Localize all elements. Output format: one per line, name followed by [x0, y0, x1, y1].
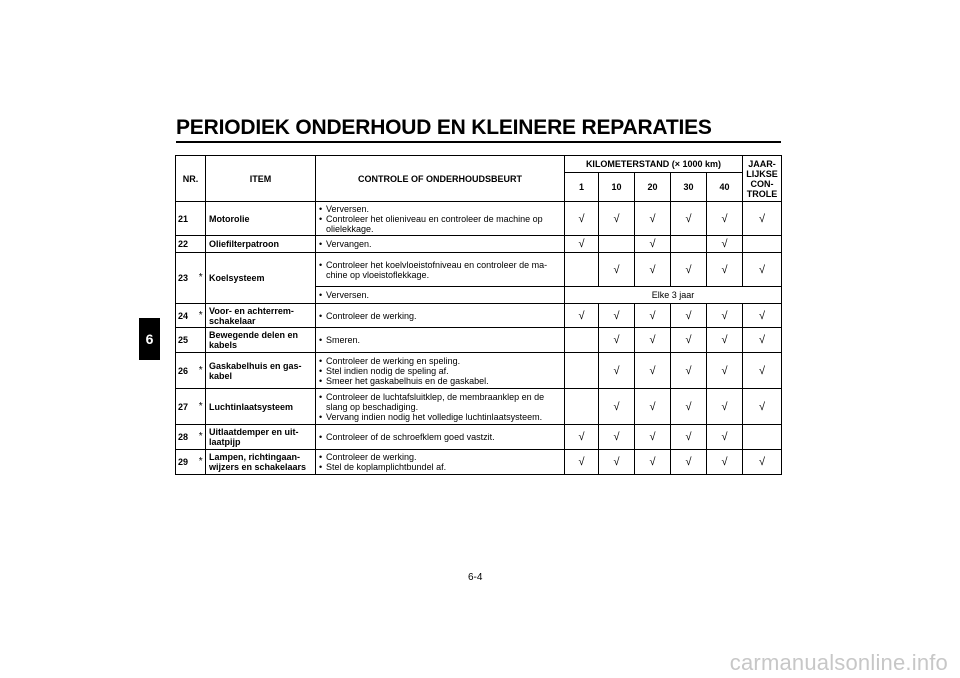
- header-km-20: 20: [635, 173, 671, 202]
- empty-cell: [743, 425, 782, 450]
- header-check: CONTROLE OF ONDERHOUDSBEURT: [316, 156, 565, 202]
- check-mark: √: [635, 450, 671, 475]
- header-annual: JAAR-LIJKSE CON-TROLE: [743, 156, 782, 202]
- check-mark: √: [635, 389, 671, 425]
- row-star: *: [197, 450, 206, 475]
- description-line: • Verversen.: [319, 290, 561, 300]
- check-mark: √: [599, 425, 635, 450]
- check-mark: √: [743, 450, 782, 475]
- row-number: 23: [176, 253, 197, 304]
- description-line: • Verversen.: [319, 204, 561, 214]
- check-mark: √: [599, 389, 635, 425]
- header-km-40: 40: [707, 173, 743, 202]
- check-mark: √: [707, 328, 743, 353]
- row-description: [316, 450, 565, 475]
- check-mark: √: [671, 328, 707, 353]
- row-item: Koelsysteem: [206, 253, 316, 304]
- page-number: 6-4: [468, 572, 483, 583]
- header-item: ITEM: [206, 156, 316, 202]
- description-line: • Controleer of de schroefklem goed vastzit.: [319, 432, 561, 442]
- page-title: PERIODIEK ONDERHOUD EN KLEINERE REPARATIES: [176, 116, 712, 139]
- description-line: • Vervang indien nodig het volledige luchtinlaatsysteem.: [319, 412, 561, 422]
- row-description: [316, 287, 565, 304]
- header-km-30: 30: [671, 173, 707, 202]
- empty-cell: [565, 253, 599, 287]
- description-line: • Controleer het koelvloeistofniveau en controleer de ma-chine op vloeistoflekkage.: [319, 260, 561, 280]
- check-mark: √: [707, 450, 743, 475]
- row-number: 26: [176, 353, 197, 389]
- check-mark: √: [635, 236, 671, 253]
- check-mark: √: [707, 202, 743, 236]
- check-mark: √: [743, 253, 782, 287]
- row-number: 29: [176, 450, 197, 475]
- row-number: 27: [176, 389, 197, 425]
- check-mark: √: [635, 353, 671, 389]
- row-description: [316, 253, 565, 287]
- check-mark: √: [671, 353, 707, 389]
- row-description: [316, 236, 565, 253]
- check-mark: √: [743, 353, 782, 389]
- check-mark: √: [743, 202, 782, 236]
- check-mark: √: [599, 253, 635, 287]
- table-row: [176, 304, 782, 328]
- description-line: • Controleer de werking.: [319, 311, 561, 321]
- table-row: [176, 236, 782, 253]
- row-description: [316, 328, 565, 353]
- check-mark: √: [707, 353, 743, 389]
- row-number: 21: [176, 202, 197, 236]
- table-row: [176, 353, 782, 389]
- check-mark: √: [635, 425, 671, 450]
- row-item: Uitlaatdemper en uit-laatpijp: [206, 425, 316, 450]
- table-row: [176, 450, 782, 475]
- row-item: Lampen, richtingaan-wijzers en schakelaars: [206, 450, 316, 475]
- row-star: *: [197, 304, 206, 328]
- description-line: • Controleer het olieniveau en controleer de machine op olielekkage.: [319, 214, 561, 234]
- check-mark: √: [599, 304, 635, 328]
- chapter-tab: 6: [139, 318, 160, 360]
- check-mark: √: [707, 253, 743, 287]
- table-row: [176, 425, 782, 450]
- row-item: Bewegende delen en kabels: [206, 328, 316, 353]
- table-row: [176, 202, 782, 236]
- interval-text: Elke 3 jaar: [565, 287, 782, 304]
- check-mark: √: [635, 253, 671, 287]
- check-mark: √: [565, 304, 599, 328]
- maintenance-table: [175, 155, 782, 475]
- check-mark: √: [565, 425, 599, 450]
- table-row: [176, 328, 782, 353]
- check-mark: √: [671, 425, 707, 450]
- check-mark: √: [707, 389, 743, 425]
- row-description: [316, 202, 565, 236]
- check-mark: √: [599, 353, 635, 389]
- row-description: [316, 389, 565, 425]
- row-item: Luchtinlaatsysteem: [206, 389, 316, 425]
- empty-cell: [565, 389, 599, 425]
- row-star: [197, 328, 206, 353]
- check-mark: √: [635, 328, 671, 353]
- check-mark: √: [743, 328, 782, 353]
- check-mark: √: [707, 304, 743, 328]
- row-item: Gaskabelhuis en gas-kabel: [206, 353, 316, 389]
- row-star: *: [197, 353, 206, 389]
- check-mark: √: [599, 202, 635, 236]
- description-line: • Vervangen.: [319, 239, 561, 249]
- title-rule: [176, 141, 781, 143]
- row-description: [316, 425, 565, 450]
- check-mark: √: [599, 450, 635, 475]
- check-mark: √: [707, 425, 743, 450]
- check-mark: √: [743, 304, 782, 328]
- check-mark: √: [743, 389, 782, 425]
- header-odometer: KILOMETERSTAND (× 1000 km): [565, 156, 743, 173]
- check-mark: √: [565, 202, 599, 236]
- row-item: Voor- en achterrem-schakelaar: [206, 304, 316, 328]
- header-nr: NR.: [176, 156, 206, 202]
- empty-cell: [743, 236, 782, 253]
- empty-cell: [565, 353, 599, 389]
- description-line: • Controleer de werking en speling.: [319, 356, 561, 366]
- watermark: carmanualsonline.info: [729, 650, 948, 675]
- table-row: [176, 389, 782, 425]
- table-row: [176, 253, 782, 287]
- header-km-10: 10: [599, 173, 635, 202]
- check-mark: √: [599, 328, 635, 353]
- header-km-1: 1: [565, 173, 599, 202]
- row-star: *: [197, 389, 206, 425]
- check-mark: √: [635, 202, 671, 236]
- description-line: • Controleer de werking.: [319, 452, 561, 462]
- description-line: • Controleer de luchtafsluitklep, de membraanklep en de slang op beschadiging.: [319, 392, 561, 412]
- empty-cell: [565, 328, 599, 353]
- description-line: • Stel de koplamplichtbundel af.: [319, 462, 561, 472]
- row-number: 28: [176, 425, 197, 450]
- description-line: • Smeren.: [319, 335, 561, 345]
- check-mark: √: [707, 236, 743, 253]
- check-mark: √: [565, 236, 599, 253]
- description-line: • Stel indien nodig de speling af.: [319, 366, 561, 376]
- row-number: 25: [176, 328, 197, 353]
- check-mark: √: [671, 253, 707, 287]
- row-number: 24: [176, 304, 197, 328]
- check-mark: √: [635, 304, 671, 328]
- row-star: [197, 236, 206, 253]
- check-mark: √: [671, 450, 707, 475]
- row-star: *: [197, 253, 206, 304]
- empty-cell: [599, 236, 635, 253]
- row-star: *: [197, 425, 206, 450]
- row-star: [197, 202, 206, 236]
- row-item: Oliefilterpatroon: [206, 236, 316, 253]
- check-mark: √: [565, 450, 599, 475]
- row-number: 22: [176, 236, 197, 253]
- check-mark: √: [671, 389, 707, 425]
- description-line: • Smeer het gaskabelhuis en de gaskabel.: [319, 376, 561, 386]
- row-description: [316, 304, 565, 328]
- row-description: [316, 353, 565, 389]
- row-item: Motorolie: [206, 202, 316, 236]
- empty-cell: [671, 236, 707, 253]
- check-mark: √: [671, 304, 707, 328]
- check-mark: √: [671, 202, 707, 236]
